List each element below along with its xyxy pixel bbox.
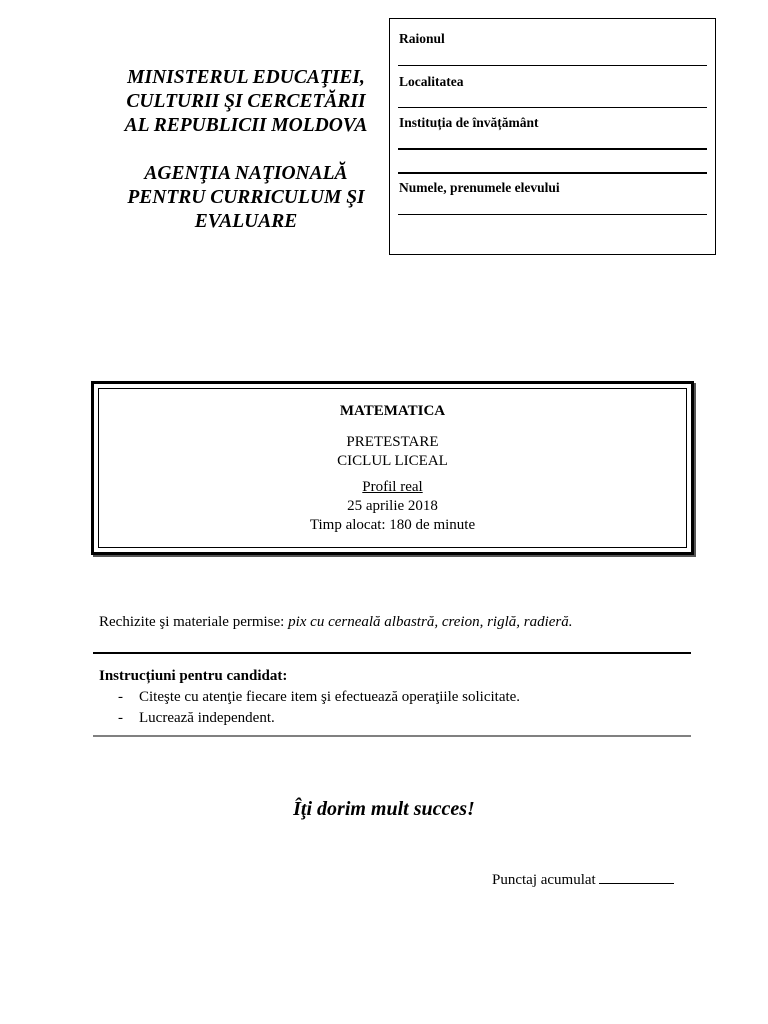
candidate-instructions [99, 666, 521, 729]
district-line[interactable] [398, 65, 707, 66]
good-luck-message: Îţi dorim mult succes! [293, 798, 475, 820]
materials-list: pix cu cerneală albastră, creion, riglă, radieră. [288, 614, 573, 630]
exam-subject: MATEMATICA [339, 403, 446, 419]
permitted-materials [99, 614, 573, 631]
instructions-list [99, 687, 521, 729]
institution-field[interactable] [398, 115, 707, 131]
locality-field[interactable] [398, 74, 707, 90]
ministry-line-2: CULTURII ŞI CERCETĂRII [126, 91, 366, 112]
identification-box [389, 18, 716, 255]
exam-cycle: CICLUL LICEAL [337, 453, 448, 469]
instructions-title: Instrucțiuni pentru candidat: [99, 668, 288, 684]
student-name-label: Numele, prenumele elevului [399, 180, 560, 195]
exam-profile: Profil real [362, 479, 423, 495]
agency-line-1: AGENŢIA NAŢIONALĂ [144, 163, 348, 184]
agency-line-3: EVALUARE [194, 211, 298, 232]
divider-bottom [93, 735, 691, 737]
materials-label: Rechizite şi materiale permise: [99, 614, 289, 630]
exam-info-frame [91, 381, 694, 555]
score-label: Punctaj acumulat [492, 872, 596, 888]
student-name-line[interactable] [398, 214, 707, 215]
instruction-item: - Lucrează independent. [118, 710, 275, 726]
issuer-header [100, 66, 392, 234]
institution-line-1[interactable] [398, 148, 707, 150]
exam-time-allowed: Timp alocat: 180 de minute [309, 517, 476, 533]
ministry-line-3: AL REPUBLICII MOLDOVA [124, 115, 368, 136]
district-label: Raionul [399, 31, 445, 46]
student-name-field[interactable] [398, 180, 707, 196]
locality-label: Localitatea [399, 74, 464, 89]
exam-info-content [98, 388, 687, 548]
exam-date: 25 aprilie 2018 [347, 498, 438, 514]
divider-top [93, 652, 691, 654]
agency-line-2: PENTRU CURRICULUM ŞI [127, 187, 365, 208]
locality-line[interactable] [398, 107, 707, 108]
instruction-item: - Citeşte cu atenţie fiecare item şi efectuează operaţiile solicitate. [118, 689, 521, 705]
score-field [492, 871, 674, 889]
exam-type: PRETESTARE [346, 434, 439, 450]
agency-name [100, 162, 392, 234]
score-blank[interactable] [599, 871, 674, 884]
district-field[interactable] [398, 31, 707, 47]
institution-line-2[interactable] [398, 172, 707, 174]
ministry-line-1: MINISTERUL EDUCAŢIEI, [127, 67, 365, 88]
institution-label: Instituția de învățământ [399, 115, 539, 130]
